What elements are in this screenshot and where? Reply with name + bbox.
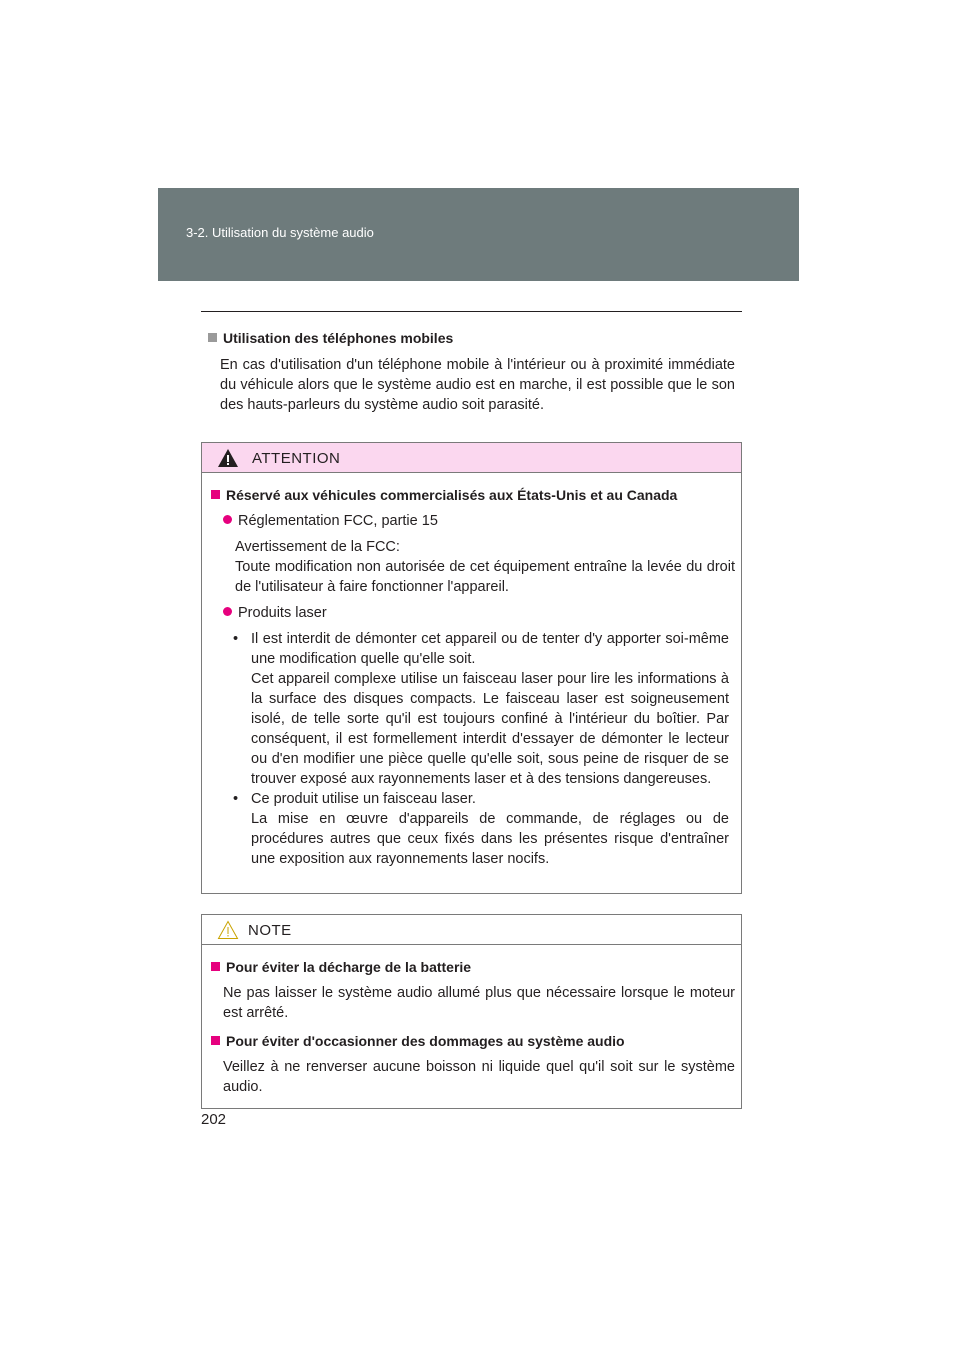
- laser-bullets: [211, 629, 735, 869]
- bullet-first: Il est interdit de démonter cet appareil ou de tenter d'y apporter soi-même une modification quelle qu'elle soit.: [251, 631, 729, 667]
- chapter-header: [158, 188, 799, 281]
- note-header: [202, 915, 741, 945]
- square-bullet-icon: [211, 1036, 220, 1045]
- note-box: [201, 914, 742, 1109]
- note-heading: Pour éviter d'occasionner des dommages au système audio: [211, 1031, 735, 1051]
- fcc-line1: Avertissement de la FCC:: [235, 539, 400, 555]
- warning-triangle-filled-icon: [217, 448, 239, 468]
- fcc-title: Réglementation FCC, partie 15: [211, 511, 735, 531]
- laser-bullet-item: [211, 789, 735, 869]
- chapter-title: 3-2. Utilisation du système audio: [186, 225, 374, 240]
- laser-title: Produits laser: [211, 603, 735, 623]
- page-number: 202: [201, 1111, 227, 1128]
- warning-triangle-outline-icon: [217, 920, 239, 940]
- square-bullet-icon: [211, 962, 220, 971]
- attention-heading: Réservé aux véhicules commercialisés aux États-Unis et au Canada: [211, 485, 735, 505]
- note-heading: Pour éviter la décharge de la batterie: [211, 957, 735, 977]
- attention-header: [202, 443, 741, 473]
- bullet-second: Cet appareil complexe utilise un faisceau laser pour lire les informations à la surface des disques compacts. Le faisceau laser est soigneusement isolé, de telle sorte qu'il est toujours confiné à l'intérieur du boîtier. Par conséquent, il est formellement interdit d'essayer de démonter le lecteur ou d'en modifier une pièce quelle qu'elle soit, sous peine de risquer de se trouver exposé aux rayonnements laser et à des tensions dangereuses.: [251, 671, 729, 787]
- square-bullet-icon: [208, 333, 217, 342]
- laser-bullet-item: [211, 629, 735, 789]
- note-label: NOTE: [248, 922, 292, 939]
- note-text: Ne pas laisser le système audio allumé plus que nécessaire lorsque le moteur est arrêté.: [223, 985, 735, 1021]
- top-rule: [201, 311, 742, 312]
- bullet-first: Ce produit utilise un faisceau laser.: [251, 791, 476, 807]
- bullet-second: La mise en œuvre d'appareils de commande, de réglages ou de procédures autres que ceux fixés dans les présentes risque d'entraîner une exposition aux rayonnements laser nocifs.: [251, 811, 729, 867]
- round-bullet-icon: [223, 515, 232, 524]
- attention-box: [201, 442, 742, 894]
- round-bullet-icon: [223, 607, 232, 616]
- bullet-mark: •: [233, 631, 239, 647]
- fcc-line2: Toute modification non autorisée de cet équipement entraîne la levée du droit de l'utilisateur à faire fonctionner l'appareil.: [235, 559, 735, 595]
- fcc-text: [211, 537, 735, 597]
- note-text: Veillez à ne renverser aucune boisson ni liquide quel qu'il soit sur le système audio.: [223, 1059, 735, 1095]
- attention-body: [202, 473, 741, 869]
- section-text: En cas d'utilisation d'un téléphone mobile à l'intérieur ou à proximité immédiate du véhicule alors que le système audio est en marche, il est possible que le son des hauts-parleurs du système audio soit parasité.: [220, 357, 735, 413]
- bullet-mark: •: [233, 791, 239, 807]
- attention-label: ATTENTION: [252, 450, 341, 467]
- note-body: [202, 945, 741, 1097]
- mobile-phones-section: [208, 328, 735, 415]
- section-heading: Utilisation des téléphones mobiles: [208, 328, 735, 348]
- square-bullet-icon: [211, 490, 220, 499]
